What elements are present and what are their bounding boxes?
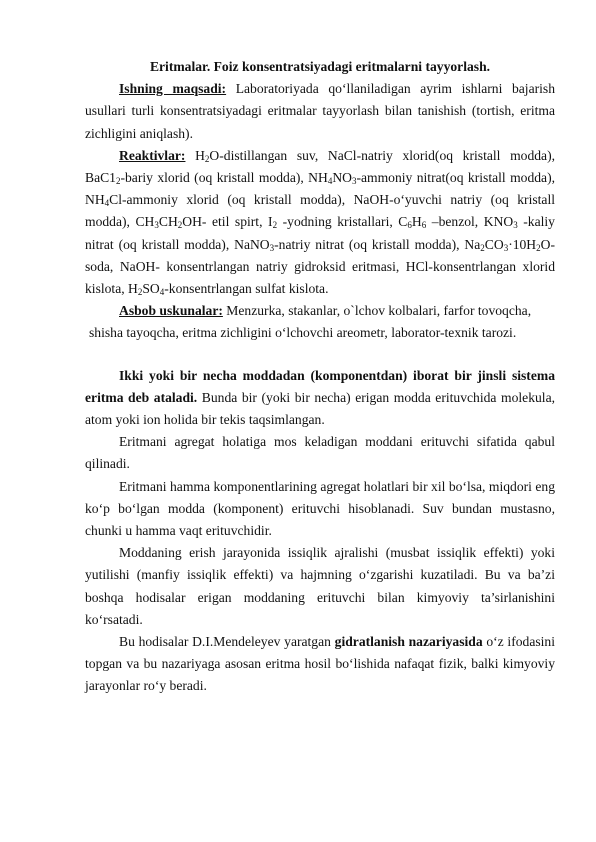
subscript: 2 [177,220,183,231]
subscript: 2 [137,287,143,298]
goal-text: Laboratoriyada qo‘llaniladigan ayrim ishlarni bajarish usullari turli konsentratsiyadagi eritmalar tayyorlash bilan tanishish (tortish, eritma zichligini aniqlash). [85,81,556,141]
paragraph-5 [85,631,555,698]
reagents-text: CH [158,214,178,230]
subscript: 4 [104,198,110,209]
reagents-text: SO [142,281,160,297]
equipment-paragraph [85,300,555,322]
subscript: 2 [115,176,121,187]
subscript: 3 [503,242,509,253]
reagents-text: -bariy xlorid (oq kristall modda), NH [120,170,328,186]
paragraph-5-bold: gidratlanish nazariyasida [334,634,483,650]
equipment-text: Menzurka, stakanlar, o`lchov kolbalari, farfor tovoqcha, [222,303,532,319]
reagents-text: O-distillangan suv, NaCl-natriy xlorid(oq kristall modda), BaC1 [85,147,555,186]
reagents-paragraph [85,145,555,300]
reagents-label: Reaktivlar: [119,147,186,163]
definition-text: Bunda bir (yoki bir necha) erigan modda erituvchida molekula, atom yoki ion holida bir tekis taqsimlangan. [85,389,555,428]
subscript: 3 [154,220,159,231]
document-title: Eritmalar. Foiz konsentratsiyadagi eritmalarni tayyorlash. [149,59,491,74]
subscript: 2 [536,242,541,253]
subscript: 3 [269,242,275,253]
paragraph-4: Moddaning erish jarayonida issiqlik ajralishi (musbat issiqlik effekti) yoki yutilishi (manfiy issiqlik effekti) va hajmning o‘zgarishi kuzatiladi. Bu va ba’zi boshqa hodisalar erigan moddaning erituvchi bilan kimyoviy ta’sirlanishini ko‘rsatadi. [85,545,555,627]
reagents-text: -ammoniy nitrat(oq kristall modda), NH [85,170,555,208]
reagents-text: H [411,214,422,230]
subscript: 3 [351,176,357,187]
equipment-line2: shisha tayoqcha, eritma zichligini o‘lchovchi areometr, laborator-texnik tarozi. [89,325,517,341]
reagents-text: NO [332,170,352,186]
subscript: 4 [327,176,333,187]
reagents-text: CO [484,236,504,252]
reagents-text: ·10H [508,236,537,252]
subscript: 6 [421,220,427,231]
reagents-text: H [185,147,205,163]
paragraph-2: Eritmani agregat holatiga mos keladigan moddani erituvchi sifatida qabul qilinadi. [85,434,555,472]
reagents-text: -natriy nitrat (oq kristall modda), Na [274,236,481,252]
subscript: 2 [272,220,278,231]
reagents-text: OH- etil spirt, I [182,214,273,230]
subscript: 3 [513,220,518,231]
goal-label: Ishning maqsadi: [119,81,227,97]
spacer [85,345,555,365]
subscript: 4 [159,287,165,298]
goal-paragraph [85,78,555,145]
reagents-text: O-soda, NaOH- konsentrlangan natriy gidroksid eritmasi, HCl-konsentrlangan xlorid kislota, H [85,236,555,297]
paragraph-5-text: Bu hodisalar D.I.Mendeleyev yaratgan [119,634,335,650]
subscript: 2 [480,242,485,253]
reagents-text: –benzol, KNO [426,214,514,230]
reagents-text: Cl-ammoniy xlorid (oq kristall modda), NaOH-o‘yuvchi natriy (oq kristall modda), CH [85,192,555,230]
subscript: 6 [407,220,412,231]
reagents-text: -yodning kristallari, C [277,214,408,230]
definition-bold: Ikki yoki bir necha moddadan (komponentdan) iborat bir jinsli sistema eritma deb ataladi. [85,367,555,405]
definition-paragraph [85,365,555,432]
equipment-label: Asbob uskunalar: [119,303,223,319]
reagents-text: -kaliy nitrat (oq kristall modda), NaNO [85,214,555,252]
reagents-text: -konsentrlangan sulfat kislota. [164,281,329,297]
paragraph-5-text: o‘z ifodasini topgan va bu nazariyaga asosan eritma hosil bo‘lishida nafaqat fizik, balki kimyoviy jarayonlar ro‘y beradi. [85,634,555,694]
paragraph-3: Eritmani hamma komponentlarining agregat holatlari bir xil bo‘lsa, miqdori eng ko‘p bo‘lgan modda (komponent) erituvchi hisoblanadi. Suv bundan mustasno, chunki u hamma vaqt erituvchidir. [85,478,555,539]
document-page [85,56,555,698]
subscript: 2 [204,153,210,164]
